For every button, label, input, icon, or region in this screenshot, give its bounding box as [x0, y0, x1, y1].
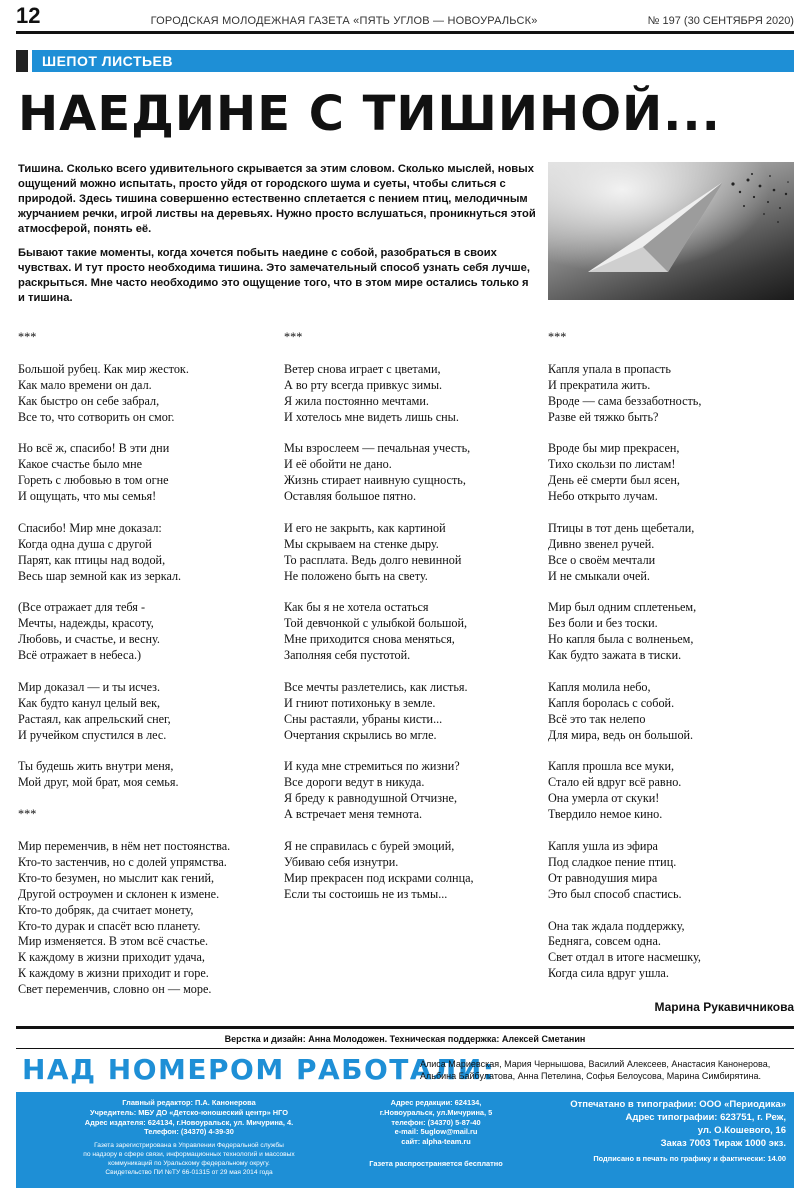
imprint-publisher — [24, 1098, 354, 1177]
article-lead — [18, 162, 536, 315]
editorial-site: сайт: alpha-team.ru — [401, 1137, 471, 1147]
registration-line-3: коммуникаций по Уральскому федеральному округу. — [108, 1160, 270, 1168]
registration-line-2: по надзору в сфере связи, информационных технологий и массовых — [83, 1151, 295, 1159]
printer-address-2: ул. О.Кошевого, 16 — [697, 1125, 786, 1136]
imprint-editorial — [356, 1098, 516, 1169]
editorial-phone: телефон: (34370) 5-87-40 — [391, 1117, 481, 1127]
publisher-address: Адрес издателя: 624134, г.Новоуральск, ул. Мичурина, 4. — [84, 1117, 294, 1127]
printer-address-1: Адрес типографии: 623751, г. Реж, — [625, 1112, 786, 1123]
staff-heading: НАД НОМЕРОМ РАБОТАЛИ: — [22, 1053, 496, 1086]
poem-column-1: *** Большой рубец. Как мир жесток. Как мало времени он дал. Как быстро он себе забрал, Все то, что сотворить он смог. Но всё ж, спасибо! В эти дни Какое счастье было мне Гореть с любовью в том огне И ощущать, что мы семья! Спасибо! Мир мне доказал: Когда одна душа с другой Парят, как птицы над водой, Весь шар земной как из зеркал. (Все отражает для тебя - Мечты, надежды, красоту, Любовь, и счастье, и весну. Всё отражает в небеса.) Мир доказал — и ты исчез. Как будто канул целый век, Растаял, как апрельский снег, И ручейком спустился в лес. Ты будешь жить внутри меня, Мой друг, мой брат, моя семья. *** Мир переменчив, в нём нет постоянства. Кто-то застенчив, но с долей упрямства. Кто-то безумен, но мыслит как гений, Другой остроумен и склонен к измене. Кто-то добряк, да считает монету, Кто-то дурак и спасёт всю планету. Мир изменяется. В этом всё счастье. К каждому в жизни приходит удача, К каждому в жизни приходит и горе. Свет переменчив, словно он — море. — [18, 330, 231, 997]
rubric-marker — [16, 50, 28, 72]
editorial-address-2: г.Новоуральск, ул.Мичурина, 5 — [379, 1107, 493, 1117]
distribution-note: Газета распространяется бесплатно — [369, 1158, 503, 1168]
article-headline: НАЕДИНЕ С ТИШИНОЙ... — [18, 86, 721, 142]
issue-number: № 197 (30 СЕНТЯБРЯ 2020) — [647, 15, 794, 27]
paper-plane-illustration — [548, 162, 794, 300]
registration-info — [24, 1141, 354, 1177]
editorial-address-1: Адрес редакции: 624134, — [390, 1098, 482, 1107]
registration-line-1: Газета зарегистрирована в Управлении Федеральной службы — [94, 1142, 284, 1150]
rubric-label: ШЕПОТ ЛИСТЬЕВ — [32, 50, 794, 72]
founder-line: Учредитель: МБУ ДО «Детско-юношеский центр» НГО — [90, 1107, 288, 1117]
lead-paragraph-1: Тишина. Сколько всего удивительного скрывается за этим словом. Сколько мыслей, новых ощущений можно испытать, просто уйдя от городского шума и суеты, чтобы слиться с природой. Здесь тишина совершенно естественно сплетается с пением птиц, мелодичным журчанием речки, игрой листвы на деревьях. Нужно просто вслушаться, проникнуться этой атмосферой, понять её. — [18, 163, 536, 235]
signed-to-print: Подписано в печать по графику и фактически: 14.00 — [593, 1154, 786, 1163]
paper-plane-photo — [548, 162, 794, 300]
newspaper-masthead: ГОРОДСКАЯ МОЛОДЕЖНАЯ ГАЗЕТА «ПЯТЬ УГЛОВ — НОВОУРАЛЬСК» — [150, 15, 538, 27]
printer-name: Отпечатано в типографии: ООО «Периодика» — [570, 1099, 786, 1110]
divider-thick — [16, 1026, 794, 1029]
divider-thin — [16, 1048, 794, 1049]
publisher-phone: Телефон: (34370) 4-39-30 — [144, 1127, 234, 1137]
lead-paragraph-2: Бывают такие моменты, когда хочется побыть наедине с собой, разобраться в своих чувствах. И тут просто необходима тишина. Это замечательный способ узнать себя лучше, раскрыться. Мне часто необходимо это ощущение того, что в этом мире остались только я и тишина. — [18, 247, 530, 304]
rubric-banner — [16, 50, 794, 72]
print-run: Заказ 7003 Тираж 1000 экз. — [660, 1138, 786, 1149]
poem-column-3: *** Капля упала в пропасть И прекратила жить. Вроде — сама беззаботность, Разве ей тяжко быть? Вроде бы мир прекрасен, Тихо скользи по листам! День её смерти был ясен, Небо открыто лучам. Птицы в тот день щебетали, Дивно звенел ручей. Все о своём мечтали И не смыкали очей. Мир был одним сплетеньем, Без боли и без тоски. Но капля была с волненьем, Как будто зажата в тиски. Капля молила небо, Капля боролась с собой. Всё это так нелепо Для мира, ведь он большой. Капля прошла все муки, Стало ей вдруг всё равно. Она умерла от скуки! Твердило немое кино. Капля ушла из эфира Под сладкое пение птиц. От равнодушия мира Это был способ спастись. Она так ждала поддержку, Бедняга, совсем одна. Свет отдал в итоге насмешку, Когда сила вдруг ушла. — [548, 330, 702, 981]
poem-column-2: *** Ветер снова играет с цветами, А во рту всегда привкус зимы. Я жила постоянно мечтами. И хотелось мне видеть лишь сны. Мы взрослеем — печальная учесть, И её обойти не дано. Жизнь стирает наивную сущность, Оставляя большое пятно. И его не закрыть, как картиной Мы скрываем на стенке дыру. То расплата. Ведь долго невинной Не положено быть на свету. Как бы я не хотела остаться Той девчонкой с улыбкой большой, Мне приходится снова меняться, Заполняя себя пустотой. Все мечты разлетелись, как листья. И гниют потихоньку в земле. Сны растаяли, убраны кисти... Очертания скрылись во мгле. И куда мне стремиться по жизни? Все дороги ведут в никуда. Я бреду к равнодушной Отчизне, А встречает меня темнота. Я не справилась с бурей эмоций, Убиваю себя изнутри. Мир прекрасен под искрами солнца, Если ты состоишь не из тьмы... — [284, 330, 474, 901]
author-signature: Марина Рукавичникова — [654, 1000, 794, 1014]
page-header — [16, 3, 794, 34]
imprint-footer — [16, 1092, 794, 1188]
editorial-email: e-mail: 5uglow@mail.ru — [394, 1127, 478, 1137]
registration-line-4: Свидетельство ПИ №ТУ 66-01315 от 29 мая 2014 года — [105, 1169, 273, 1177]
layout-credits: Верстка и дизайн: Анна Молодожен. Техническая поддержка: Алексей Сметанин — [224, 1034, 586, 1044]
page-number: 12 — [16, 3, 41, 28]
staff-names-line-2: Альбина Байбулатова, Анна Петелина, Софья Белоусова, Марина Симбирятина. — [420, 1071, 762, 1081]
editor-line: Главный редактор: П.А. Канонерова — [122, 1098, 256, 1107]
imprint-printing — [516, 1098, 786, 1164]
staff-names — [420, 1058, 800, 1082]
staff-names-line-1: Алиса Мариевская, Мария Чернышова, Василий Алексеев, Анастасия Канонерова, — [420, 1059, 771, 1069]
